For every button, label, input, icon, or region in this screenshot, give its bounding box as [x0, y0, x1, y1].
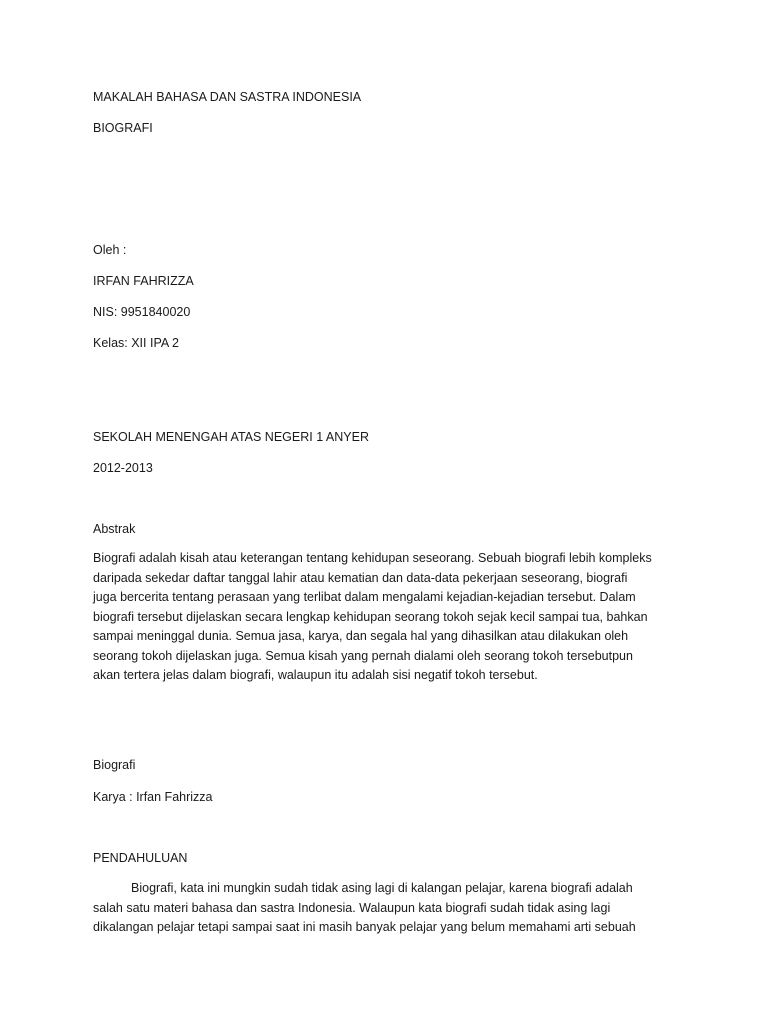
body-heading: Biografi [93, 758, 136, 772]
paragraph-line: akan tertera jelas dalam biografi, walaupun itu adalah sisi negatif tokoh tersebut. [93, 668, 538, 682]
paragraph-line: seorang tokoh dijelaskan juga. Semua kisah yang pernah dialami oleh seorang tokoh tersebutpun [93, 648, 633, 663]
paragraph-line: sampai meninggal dunia. Semua jasa, karya, dan segala hal yang dihasilkan atau dilakukan oleh [93, 629, 629, 643]
document-title: MAKALAH BAHASA DAN SASTRA INDONESIA [93, 90, 362, 104]
paragraph-line: Biografi adalah kisah atau keterangan tentang kehidupan seseorang. Sebuah biografi lebih kompleks [93, 551, 652, 565]
author-name: IRFAN FAHRIZZA [93, 274, 194, 288]
paragraph-line: salah satu materi bahasa dan sastra Indonesia. Walaupun kata biografi sudah tidak asing lagi [93, 900, 611, 915]
academic-year: 2012-2013 [93, 461, 153, 475]
paragraph-line: juga bercerita tentang perasaan yang terlibat dalam mengalami kejadian-kejadian tersebut. Dalam [93, 590, 636, 604]
abstract-heading: Abstrak [93, 522, 136, 536]
intro-paragraph [93, 879, 673, 938]
abstract-paragraph [93, 549, 673, 686]
paragraph-line: dikalangan pelajar tetapi sampai saat ini masih banyak pelajar yang belum memahami arti sebuah [93, 920, 636, 934]
document-subtitle: BIOGRAFI [93, 121, 153, 135]
school-name: SEKOLAH MENENGAH ATAS NEGERI 1 ANYER [93, 430, 370, 444]
paragraph-line: daripada sekedar daftar tanggal lahir atau kematian dan data-data pekerjaan seseorang, biografi [93, 570, 628, 585]
by-label: Oleh : [93, 243, 127, 257]
paragraph-line: Biografi, kata ini mungkin sudah tidak asing lagi di kalangan pelajar, karena biografi adalah [131, 881, 633, 895]
student-class: Kelas: XII IPA 2 [93, 336, 179, 350]
student-nis: NIS: 9951840020 [93, 305, 191, 319]
paragraph-line: biografi tersebut dijelaskan secara lengkap kehidupan seorang tokoh sejak kecil sampai tua, bahkan [93, 609, 648, 624]
section-heading: PENDAHULUAN [93, 851, 188, 865]
karya-line: Karya : Irfan Fahrizza [93, 790, 213, 804]
